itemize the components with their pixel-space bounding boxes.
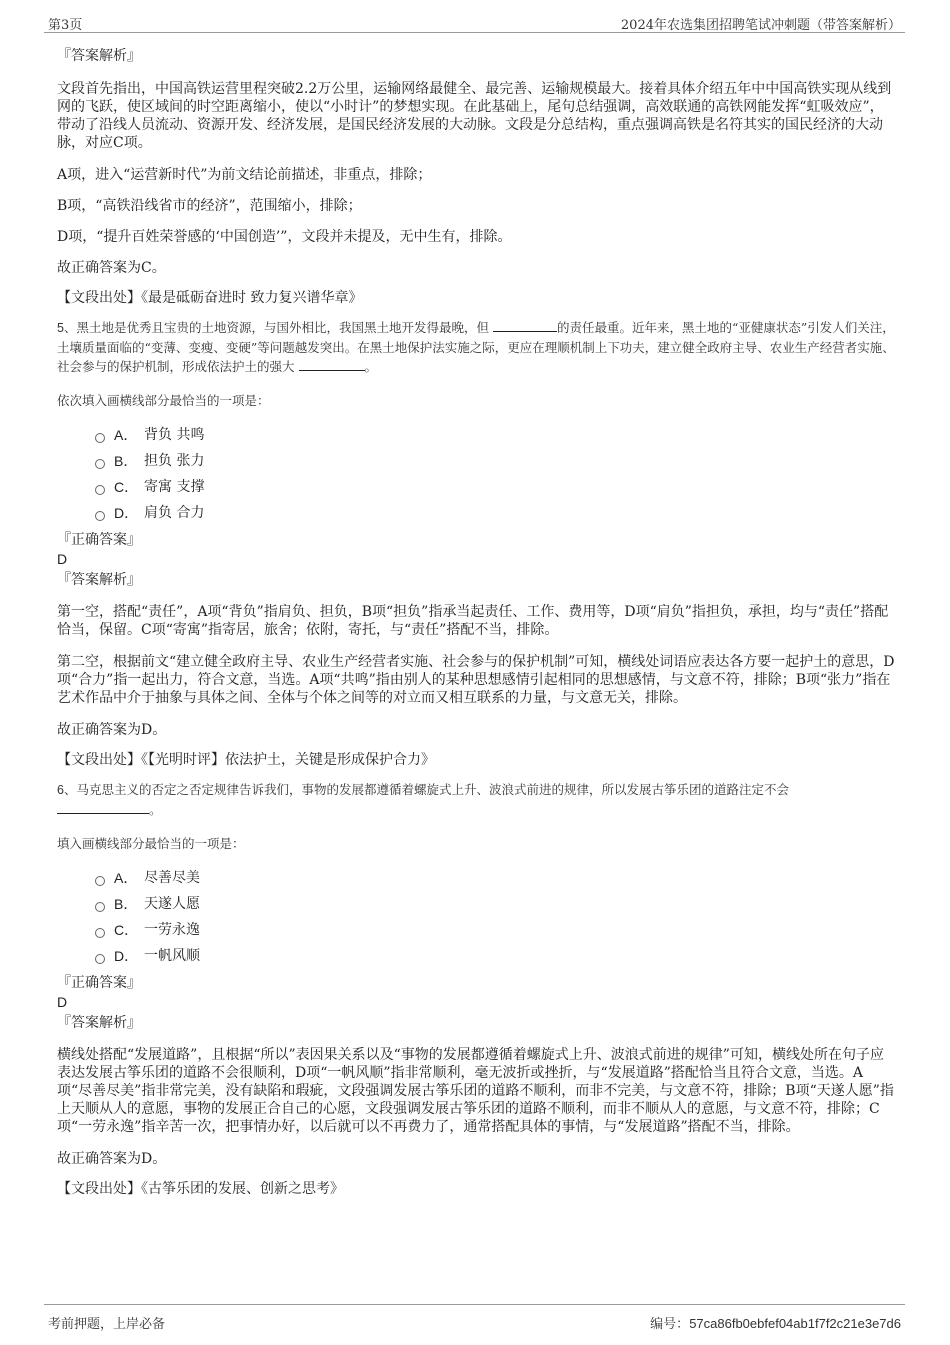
footer-slogan: 考前押题，上岸必备: [48, 1317, 166, 1332]
q6-stem-end: 。: [149, 802, 162, 817]
q5-analysis-paragraph-2: 第二空，根据前文“建立健全政府主导、农业生产经营者实施、社会参与的保护机制”可知，横线处词语应表达各方要一起护土的意思，D项“合力”指一起出力，符合文意，当选。A项“共鸣”指由别人的某种思想感情引起相同的思想感情，与文意不符，排除；B项“张力”指在艺术作品中介于抽象与具体之间、全体与个体之间等的对立而又相互联系的力量，与文意无关，排除。: [57, 654, 895, 706]
option-text: 肩负 合力: [144, 505, 205, 521]
q4-analysis-label: 『答案解析』: [57, 48, 141, 64]
q6-blank: [57, 801, 149, 814]
q4-analysis-option-b: B项，“高铁沿线省市的经济”，范围缩小，排除；: [57, 198, 362, 214]
q5-option-c[interactable]: [95, 474, 895, 500]
radio-icon[interactable]: [95, 928, 105, 938]
q5-blank-2: [299, 358, 365, 371]
document-title: 2024年农选集团招聘笔试冲刺题（带答案解析）: [620, 18, 901, 33]
q4-analysis-paragraph-1: 文段首先指出，中国高铁运营里程突破2.2万公里，运输网络最健全、最完善、运输规模最大。接着具体介绍五年中中国高铁实现从线到网的飞跃，使区域间的时空距离缩小，使以“小时计”的梦想实现。在此基础上，尾句总结强调，高效联通的高铁网能发挥“虹吸效应”，带动了沿线人员流动、资源开发、经济发展，是国民经济发展的大动脉。文段是分总结构，重点强调高铁是名符其实的国民经济的大动脉，对应C项。: [57, 81, 892, 151]
q6-source: 【文段出处】《古筝乐团的发展、创新之思考》: [57, 1181, 344, 1197]
q5-analysis-paragraph-1: 第一空，搭配“责任”，A项“背负”指肩负、担负，B项“担负”指承当起责任、工作、费用等，D项“肩负”指担负，承担，均与“责任”搭配恰当，保留。C项“寄寓”指寄居，旅舍；依附，寄托，与“责任”搭配不当，排除。: [57, 604, 889, 638]
q6-number: 6、: [57, 783, 77, 797]
code-value: 57ca86fb0ebfef04ab1f7f2c21e3e7d6: [689, 1316, 901, 1331]
radio-icon[interactable]: [95, 433, 105, 443]
option-letter: D．: [114, 505, 139, 521]
option-letter: A．: [114, 870, 138, 886]
q5-conclusion: 故正确答案为D。: [57, 722, 167, 738]
q5-options: [57, 422, 895, 526]
option-letter: C．: [114, 479, 139, 495]
q5-stem-part-2: 的责任最重。近年来，黑土地的“亚健康状态”引发人们关注，土壤质量面临的“变薄、变瘦、变硬”等问题越发突出。在黑土地保护法实施之际，更应在理顺机制上下功夫，建立健全政府主导、农业生产经营者实施、社会参与的保护机制，形成依法护土的强大: [57, 320, 895, 374]
option-letter: C．: [114, 922, 139, 938]
radio-icon[interactable]: [95, 902, 105, 912]
q5-number: 5、: [57, 321, 77, 335]
q6-option-c[interactable]: [95, 917, 895, 943]
q5-correct-answer: D: [57, 551, 68, 567]
q4-source: 【文段出处】《最是砥砺奋进时 致力复兴谱华章》: [57, 290, 363, 306]
q5-analysis-label: 『答案解析』: [57, 572, 141, 588]
page-header: [44, 12, 905, 33]
option-text: 背负 共鸣: [144, 427, 205, 443]
q6-prompt: 填入画横线部分最恰当的一项是：: [57, 836, 245, 851]
page-number: 第3页: [48, 18, 83, 33]
option-text: 寄寓 支撑: [144, 479, 205, 495]
q6-analysis-paragraph-1: 横线处搭配“发展道路”，且根据“所以”表因果关系以及“事物的发展都遵循着螺旋式上升、波浪式前进的规律”可知，横线处所在句子应表达发展古筝乐团的道路不会很顺利，D项“一帆风顺”指非常顺利，毫无波折或挫折，与“发展道路”搭配恰当且符合文意，当选。A项“尽善尽美”指非常完美，没有缺陷和瑕疵，文段强调发展古筝乐团的道路不顺利，而非不完美，与文意不符，排除；B项“天遂人愿”指上天顺从人的意愿，事物的发展正合自己的心愿，文段强调发展古筝乐团的道路不顺利，而非不顺从人的意愿，与文意不符，排除；C项“一劳永逸”指辛苦一次，把事情办好，以后就可以不再费力了，通常搭配具体的事情，与“发展道路”搭配不当，排除。: [57, 1047, 894, 1135]
option-letter: A．: [114, 427, 138, 443]
q6-stem-text: 马克思主义的否定之否定规律告诉我们，事物的发展都遵循着螺旋式上升、波浪式前进的规律，所以发展古筝乐团的道路注定不会: [76, 782, 789, 797]
option-letter: D．: [114, 948, 139, 964]
q6-correct-answer: D: [57, 994, 68, 1010]
radio-icon[interactable]: [95, 485, 105, 495]
radio-icon[interactable]: [95, 511, 105, 521]
q6-option-d[interactable]: [95, 943, 895, 969]
q5-stem: [57, 318, 895, 376]
q6-options: [57, 865, 895, 969]
radio-icon[interactable]: [95, 459, 105, 469]
option-text: 一帆风顺: [144, 948, 200, 964]
q5-source: 【文段出处】《【光明时评】依法护土，关键是形成保护合力》: [57, 752, 435, 768]
q6-option-b[interactable]: [95, 891, 895, 917]
radio-icon[interactable]: [95, 876, 105, 886]
page-footer: [44, 1304, 905, 1332]
q4-conclusion: 故正确答案为C。: [57, 260, 166, 276]
q5-stem-part-1: 黑土地是优秀且宝贵的土地资源，与国外相比，我国黑土地开发得最晚，但: [76, 320, 489, 335]
radio-icon[interactable]: [95, 954, 105, 964]
code-label: 编号：: [650, 1317, 690, 1332]
q5-prompt: 依次填入画横线部分最恰当的一项是：: [57, 393, 270, 408]
q6-stem: [57, 780, 895, 819]
option-text: 天遂人愿: [144, 896, 200, 912]
q5-correct-label: 『正确答案』: [57, 532, 141, 548]
q6-analysis-label: 『答案解析』: [57, 1015, 141, 1031]
option-text: 担负 张力: [144, 453, 205, 469]
q5-blank-1: [493, 319, 557, 332]
document-code: [650, 1313, 901, 1332]
option-text: 一劳永逸: [144, 922, 200, 938]
q5-stem-part-3: 。: [364, 359, 378, 374]
option-text: 尽善尽美: [144, 870, 200, 886]
q5-option-d[interactable]: [95, 500, 895, 526]
page-content: [57, 46, 895, 1199]
option-letter: B．: [114, 453, 138, 469]
q4-analysis-option-a: A项，进入“运营新时代”为前文结论前描述，非重点，排除；: [57, 167, 432, 183]
option-letter: B．: [114, 896, 138, 912]
q6-option-a[interactable]: [95, 865, 895, 891]
q5-option-a[interactable]: [95, 422, 895, 448]
q6-correct-label: 『正确答案』: [57, 975, 141, 991]
q6-conclusion: 故正确答案为D。: [57, 1151, 167, 1167]
q5-option-b[interactable]: [95, 448, 895, 474]
q4-analysis-option-d: D项，“提升百姓荣誉感的‘中国创造’”，文段并未提及，无中生有，排除。: [57, 229, 512, 245]
